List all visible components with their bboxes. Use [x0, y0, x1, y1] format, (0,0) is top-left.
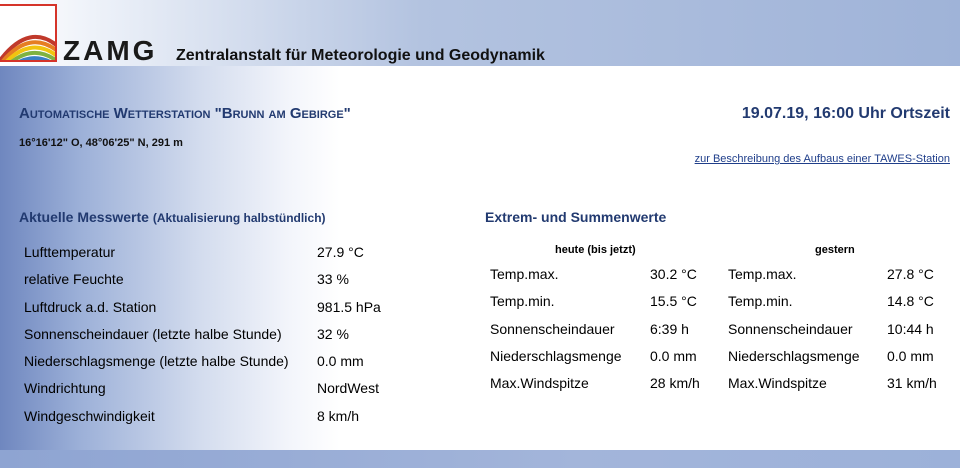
- header-banner: [0, 0, 960, 66]
- row-label: Windrichtung: [24, 380, 106, 397]
- rainbow-arcs-icon: [0, 6, 57, 62]
- footer-bar: [0, 450, 960, 468]
- row-label: Lufttemperatur: [24, 244, 116, 260]
- header-title: Zentralanstalt für Meteorologie und Geodynamik: [176, 47, 545, 64]
- table-row: [490, 373, 720, 400]
- extreme-values-title: Extrem- und Summenwerte: [485, 209, 667, 225]
- observation-datetime: 19.07.19, 16:00 Uhr Ortszeit: [741, 105, 950, 122]
- zamg-logo-icon[interactable]: [0, 4, 57, 62]
- table-row: [728, 291, 958, 318]
- row-value: NordWest: [317, 380, 379, 397]
- table-row: [728, 373, 958, 400]
- table-row: [728, 346, 958, 373]
- row-label: Max.Windspitze: [490, 375, 589, 392]
- row-label: Temp.min.: [490, 293, 555, 310]
- table-row: [728, 264, 958, 291]
- row-value: 0.0 mm: [887, 347, 934, 364]
- row-value: 0.0 mm: [317, 353, 364, 370]
- station-coordinates: 16°16'12" O, 48°06'25" N, 291 m: [19, 137, 183, 149]
- row-value: 33 %: [317, 271, 349, 288]
- tawes-description-link[interactable]: zur Beschreibung des Aufbaus einer TAWES-Station: [694, 153, 950, 165]
- row-value: 14.8 °C: [887, 293, 934, 310]
- row-label: Windgeschwindigkeit: [24, 407, 155, 424]
- table-row: [490, 346, 720, 373]
- table-row: [490, 264, 720, 291]
- zamg-logo-text: ZAMG: [63, 35, 158, 66]
- today-values-table: [490, 264, 720, 400]
- main-content: [0, 66, 960, 450]
- row-label: Temp.min.: [728, 293, 793, 310]
- row-value: 15.5 °C: [650, 293, 697, 310]
- row-value: 30.2 °C: [650, 266, 697, 282]
- row-value: 28 km/h: [650, 375, 700, 392]
- row-value: 6:39 h: [650, 320, 689, 337]
- station-title: Automatische Wetterstation "Brunn am Gebirge": [19, 105, 351, 122]
- row-value: 27.8 °C: [887, 266, 934, 282]
- today-column-header: heute (bis jetzt): [555, 244, 636, 256]
- row-label: Max.Windspitze: [728, 375, 827, 392]
- row-value: 32 %: [317, 325, 349, 342]
- row-value: 0.0 mm: [650, 347, 697, 364]
- table-row: [490, 291, 720, 318]
- yesterday-column-header: gestern: [815, 244, 855, 256]
- row-label: Niederschlagsmenge: [728, 347, 860, 364]
- row-value: 981.5 hPa: [317, 298, 381, 315]
- row-label: Niederschlagsmenge: [490, 347, 622, 364]
- row-value: 8 km/h: [317, 407, 360, 424]
- row-label: Luftdruck a.d. Station: [24, 298, 157, 315]
- row-label: Temp.max.: [728, 266, 797, 282]
- row-label: Niederschlagsmenge (letzte halbe Stunde): [24, 353, 289, 370]
- table-row: [728, 319, 958, 346]
- row-label: Sonnenscheindauer (letzte halbe Stunde): [24, 325, 282, 342]
- current-values-title: [19, 208, 326, 227]
- row-label: Sonnenscheindauer: [728, 320, 853, 337]
- row-value: 27.9 °C: [317, 244, 364, 260]
- row-label: Temp.max.: [490, 266, 559, 282]
- yesterday-values-table: [728, 264, 958, 400]
- current-values-subtitle: (Aktualisierung halbstündlich): [152, 211, 326, 225]
- row-label: relative Feuchte: [24, 271, 124, 288]
- row-value: 31 km/h: [887, 375, 937, 392]
- row-value: 10:44 h: [887, 320, 934, 337]
- current-values-heading: Aktuelle Messwerte: [19, 209, 149, 225]
- table-row: [490, 319, 720, 346]
- row-label: Sonnenscheindauer: [490, 320, 615, 337]
